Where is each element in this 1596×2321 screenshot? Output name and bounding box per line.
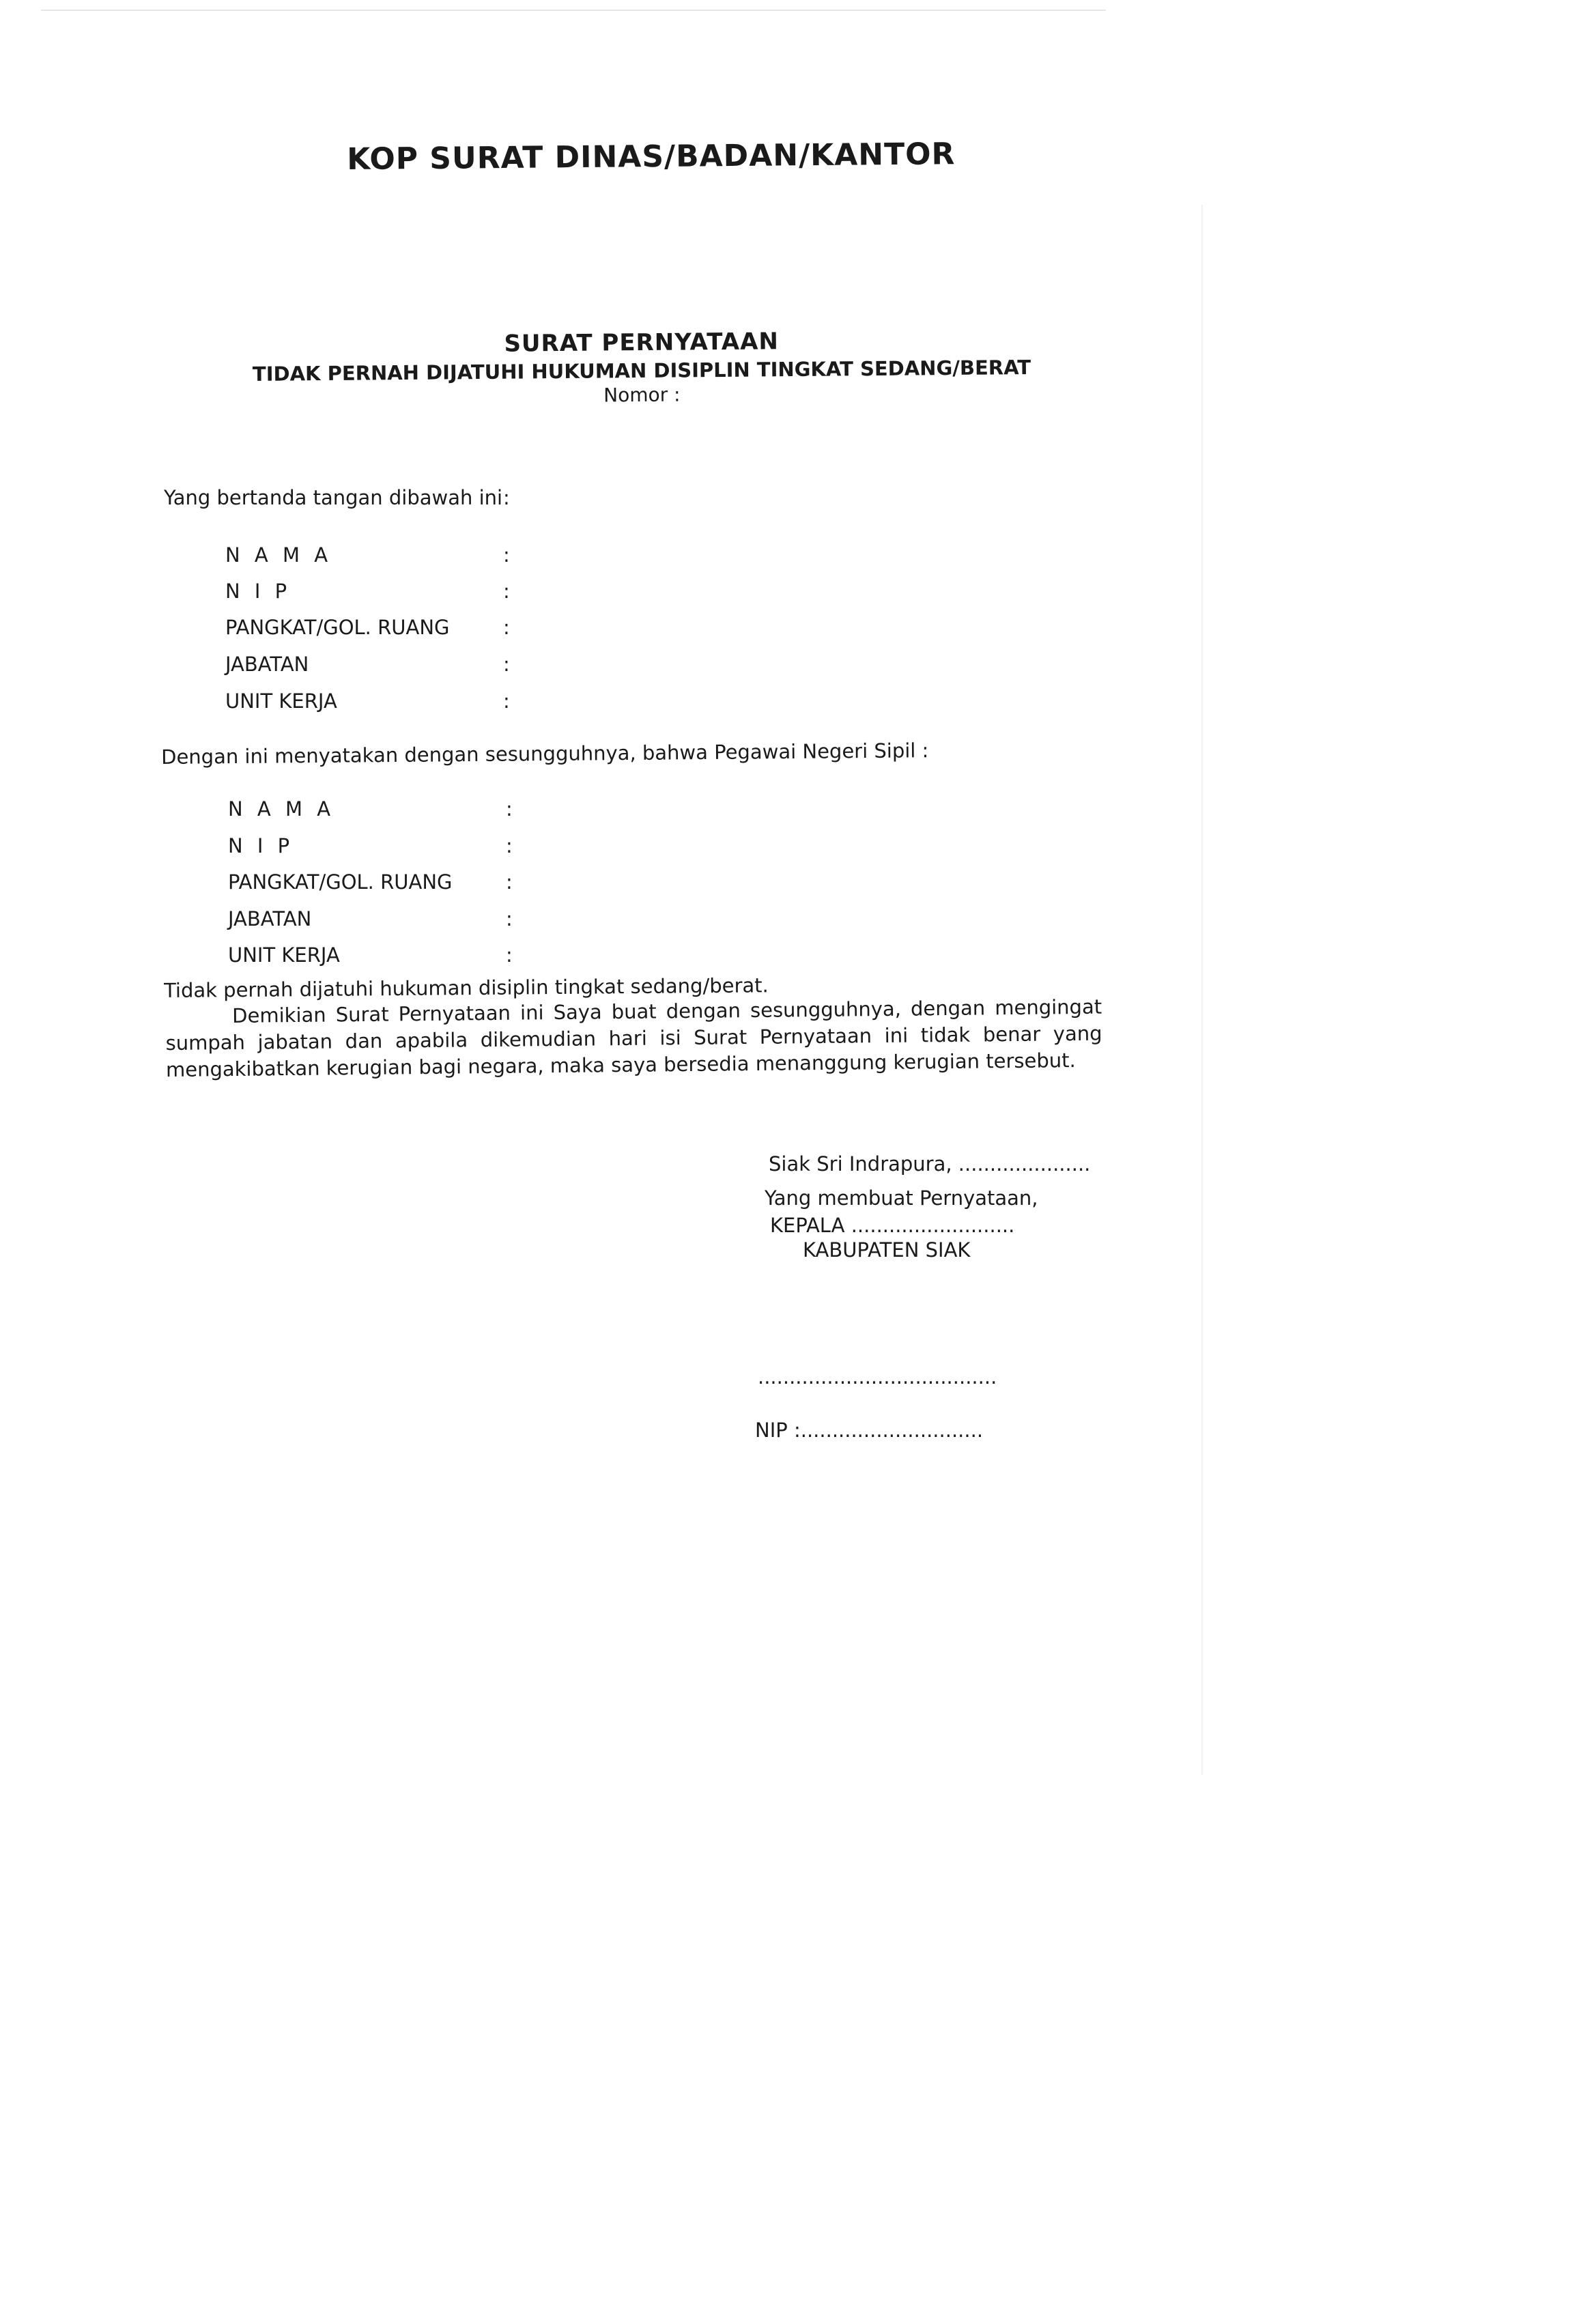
signature-name-line: ...................................... [758, 1365, 997, 1389]
employee-rank-label: PANGKAT/GOL. RUANG [228, 870, 453, 894]
employee-name-colon: : [506, 797, 513, 821]
signer-rank-label: PANGKAT/GOL. RUANG [225, 616, 450, 639]
employee-rank-colon: : [506, 870, 513, 894]
signer-unit-colon: : [503, 689, 510, 713]
signer-name-label: N A M A [225, 543, 332, 567]
signer-intro: Yang bertanda tangan dibawah ini [164, 486, 503, 509]
statement-text: Tidak pernah dijatuhi hukuman disiplin tingkat sedang/berat. [164, 973, 769, 1002]
signature-position: KEPALA .......................... [770, 1214, 1015, 1237]
closing-paragraph-text: Demikian Surat Pernyataan ini Saya buat dengan sesungguhnya, dengan mengingat sumpah jabatan dan apabila dikemudian hari isi Surat Pernyataan ini tidak benar yang mengakibatkan kerugian bagi negara, maka saya bersedia menanggung kerugian tersebut. [165, 995, 1102, 1081]
document-title: SURAT PERNYATAAN [504, 328, 780, 358]
employee-position-label: JABATAN [228, 907, 312, 930]
employee-unit-label: UNIT KERJA [228, 943, 340, 967]
document-subtitle: TIDAK PERNAH DIJATUHI HUKUMAN DISIPLIN TINGKAT SEDANG/BERAT [252, 356, 1031, 386]
employee-nip-colon: : [506, 834, 513, 857]
letterhead: KOP SURAT DINAS/BADAN/KANTOR [347, 137, 956, 177]
document-heading [246, 326, 1038, 410]
signature-nip-line: NIP :............................. [755, 1419, 984, 1442]
signer-name-colon: : [503, 543, 510, 567]
closing-paragraph [165, 994, 1102, 1083]
employee-name-label: N A M A [228, 797, 335, 821]
signer-unit-label: UNIT KERJA [225, 689, 337, 713]
signature-region: KABUPATEN SIAK [803, 1238, 971, 1262]
scan-edge-top [41, 10, 1106, 11]
scan-edge-right [1201, 205, 1203, 1775]
document-number-label: Nomor : [603, 383, 681, 407]
employee-nip-label: N I P [228, 834, 294, 857]
signer-position-label: JABATAN [225, 653, 309, 676]
employee-unit-colon: : [506, 943, 513, 967]
employee-intro: Dengan ini menyatakan dengan sesungguhnya, bahwa Pegawai Negeri Sipil : [161, 739, 929, 769]
signer-nip-label: N I P [225, 580, 291, 603]
signer-nip-colon: : [503, 580, 510, 603]
signer-intro-colon: : [503, 486, 510, 509]
signer-rank-colon: : [503, 616, 510, 639]
signature-place-date: Siak Sri Indrapura, ..................... [769, 1152, 1091, 1176]
signer-position-colon: : [503, 653, 510, 676]
signature-maker-label: Yang membuat Pernyataan, [765, 1186, 1038, 1210]
employee-position-colon: : [506, 907, 513, 930]
